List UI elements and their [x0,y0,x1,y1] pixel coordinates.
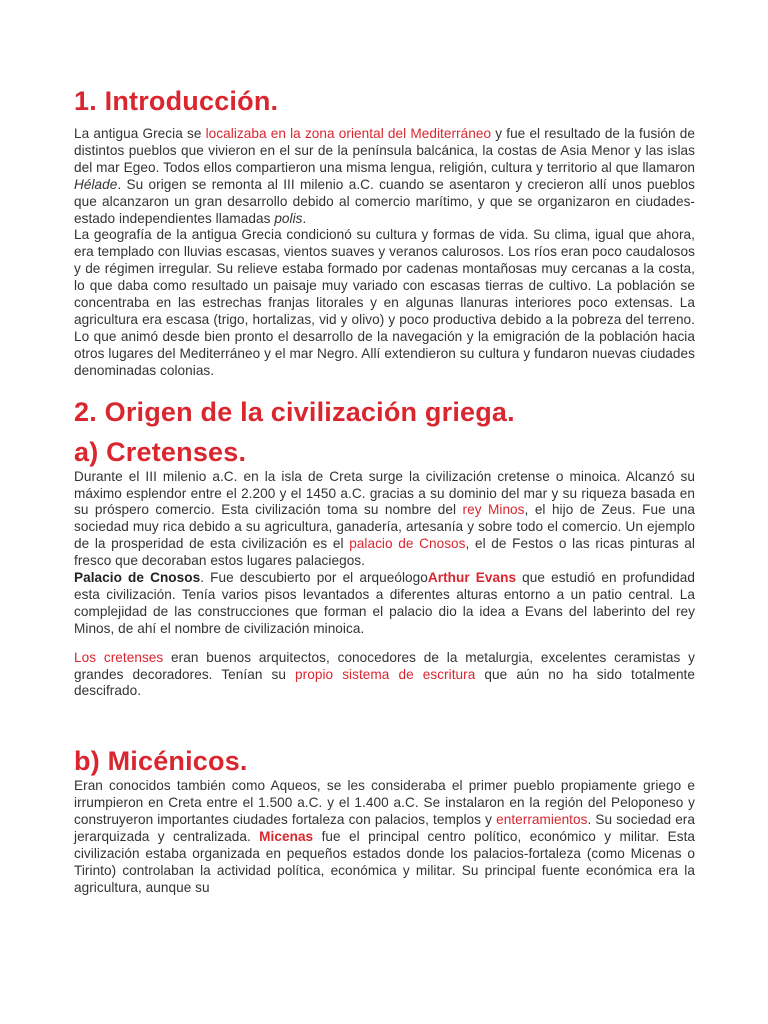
section-title-origen: 2. Origen de la civilización griega. [74,396,515,427]
link-localizaba[interactable]: localizaba en la zona oriental del Mediterráneo [205,126,492,141]
text-run: La antigua Grecia se [74,126,206,141]
paragraph-intro-1 [74,126,695,227]
text-run: que aún no ha sido totalmente descifrado. [74,666,695,699]
text-run: fue el principal centro político, económico y militar. Esta civilización estaba organizada en pequeños estados donde los palacios-fortaleza (como Micenas o Tirinto) controlaban la actividad política, económica y militar. Su principal fuente económica era la agricultura, aunque su [74,829,696,895]
bold-micenas: Micenas [259,829,314,845]
paragraph-cretenses-3 [74,650,695,701]
paragraph-cretenses-1 [74,469,695,570]
paragraph-micenicos-1 [74,778,695,896]
subsection-title-micenicos: b) Micénicos. [74,746,248,777]
text-run: . [302,210,307,226]
subsection-title-cretenses: a) Cretenses. [74,436,247,467]
emphasis-polis: polis [274,210,303,226]
section-title-introduccion: 1. Introducción. [74,86,279,116]
text-run: y fue el resultado de la fusión de distintos pueblos que vivieron en el sur de la península balcánica, la costas de Asia Menor y las islas del mar Egeo. Todos ellos compartieron una misma lengua, religión, cultura y territorio al que llamaron [74,126,695,175]
text-run: que estudió en profundidad esta civilización. Tenía varios pisos levantados a diferentes alturas entorno a un patio central. La complejidad de las construcciones que forman el palacio dio la idea a Evans del laberinto del rey Minos, de ahí el nombre de civilización minoica. [74,570,695,636]
text-run: . Fue descubierto por el arqueólogo [200,570,428,586]
text-run: , el de Festos o las ricas pinturas al fresco que decoraban estos lugares palaciegos. [74,536,695,569]
emphasis-helade: Hélade [74,176,118,192]
text-run: Eran conocidos también como Aqueos, se les consideraba el primer pueblo propiamente griego e irrumpieron en Creta entre el 1.500 a.C. y el 1.400 a.C. Se instalaron en la región del Peloponeso y construyeron importantes ciudades fortaleza con palacios, templos y [74,778,695,828]
link-palacio-cnosos[interactable]: palacio de Cnosos [349,536,466,552]
text-run: . Su origen se remonta al III milenio a.C. cuando se asentaron y crecieron allí unos pueblos que alcanzaron un gran desarrollo debido al comercio marítimo, y que se organizaron en ciudades-estado independientes llamadas [74,176,695,226]
document-page [74,84,695,897]
text-run: eran buenos arquitectos, conocedores de la metalurgia, excelentes ceramistas y grandes decoradores. Tenían su [74,649,695,682]
bold-arthur-evans: Arthur Evans [427,570,517,586]
paragraph-cretenses-2 [74,570,695,638]
text-run: Durante el III milenio a.C. en la isla de Creta surge la civilización cretense o minoica. Alcanzó su máximo esplendor entre el 2.200 y el 1450 a.C. gracias a su dominio del mar y su riqueza basada en su próspero comercio. Esta civilización toma su nombre del [74,468,695,518]
text-run: . Su sociedad era jerarquizada y centralizada. [74,812,695,845]
bold-palacio-cnosos: Palacio de Cnosos [74,570,201,586]
link-enterramientos[interactable]: enterramientos [496,812,588,828]
text-run: , el hijo de Zeus. Fue una sociedad muy rica debido a su agricultura, ganadería, artesanía y sobre todo el comercio. Un ejemplo de la prosperidad de esta civilización es el [74,502,696,552]
link-los-cretenses[interactable]: Los cretenses [74,649,164,665]
link-sistema-escritura[interactable]: propio sistema de escritura [295,666,476,682]
link-rey-minos[interactable]: rey Minos [462,502,525,518]
paragraph-intro-2: La geografía de la antigua Grecia condicionó su cultura y formas de vida. Su clima, igual que ahora, era templado con lluvias escasas, vientos suaves y veranos calurosos. Los ríos eran poco caudalosos y de régimen irregular. Su relieve estaba formado por cadenas montañosas muy cercanas a la costa, lo que daba como resultado un paisaje muy variado con escasas tierras de cultivo. La población se concentraba en las estrechas franjas litorales y en algunas llanuras interiores poco extensas. La agricultura era escasa (trigo, hortalizas, vid y olivo) y poco productiva debido a la pobreza del terreno. Lo que animó desde bien pronto el desarrollo de la navegación y la emigración de la población hacia otros lugares del Mediterráneo y el mar Negro. Allí extendieron su cultura y fundaron nuevas ciudades denominadas colonias. [74,227,695,378]
